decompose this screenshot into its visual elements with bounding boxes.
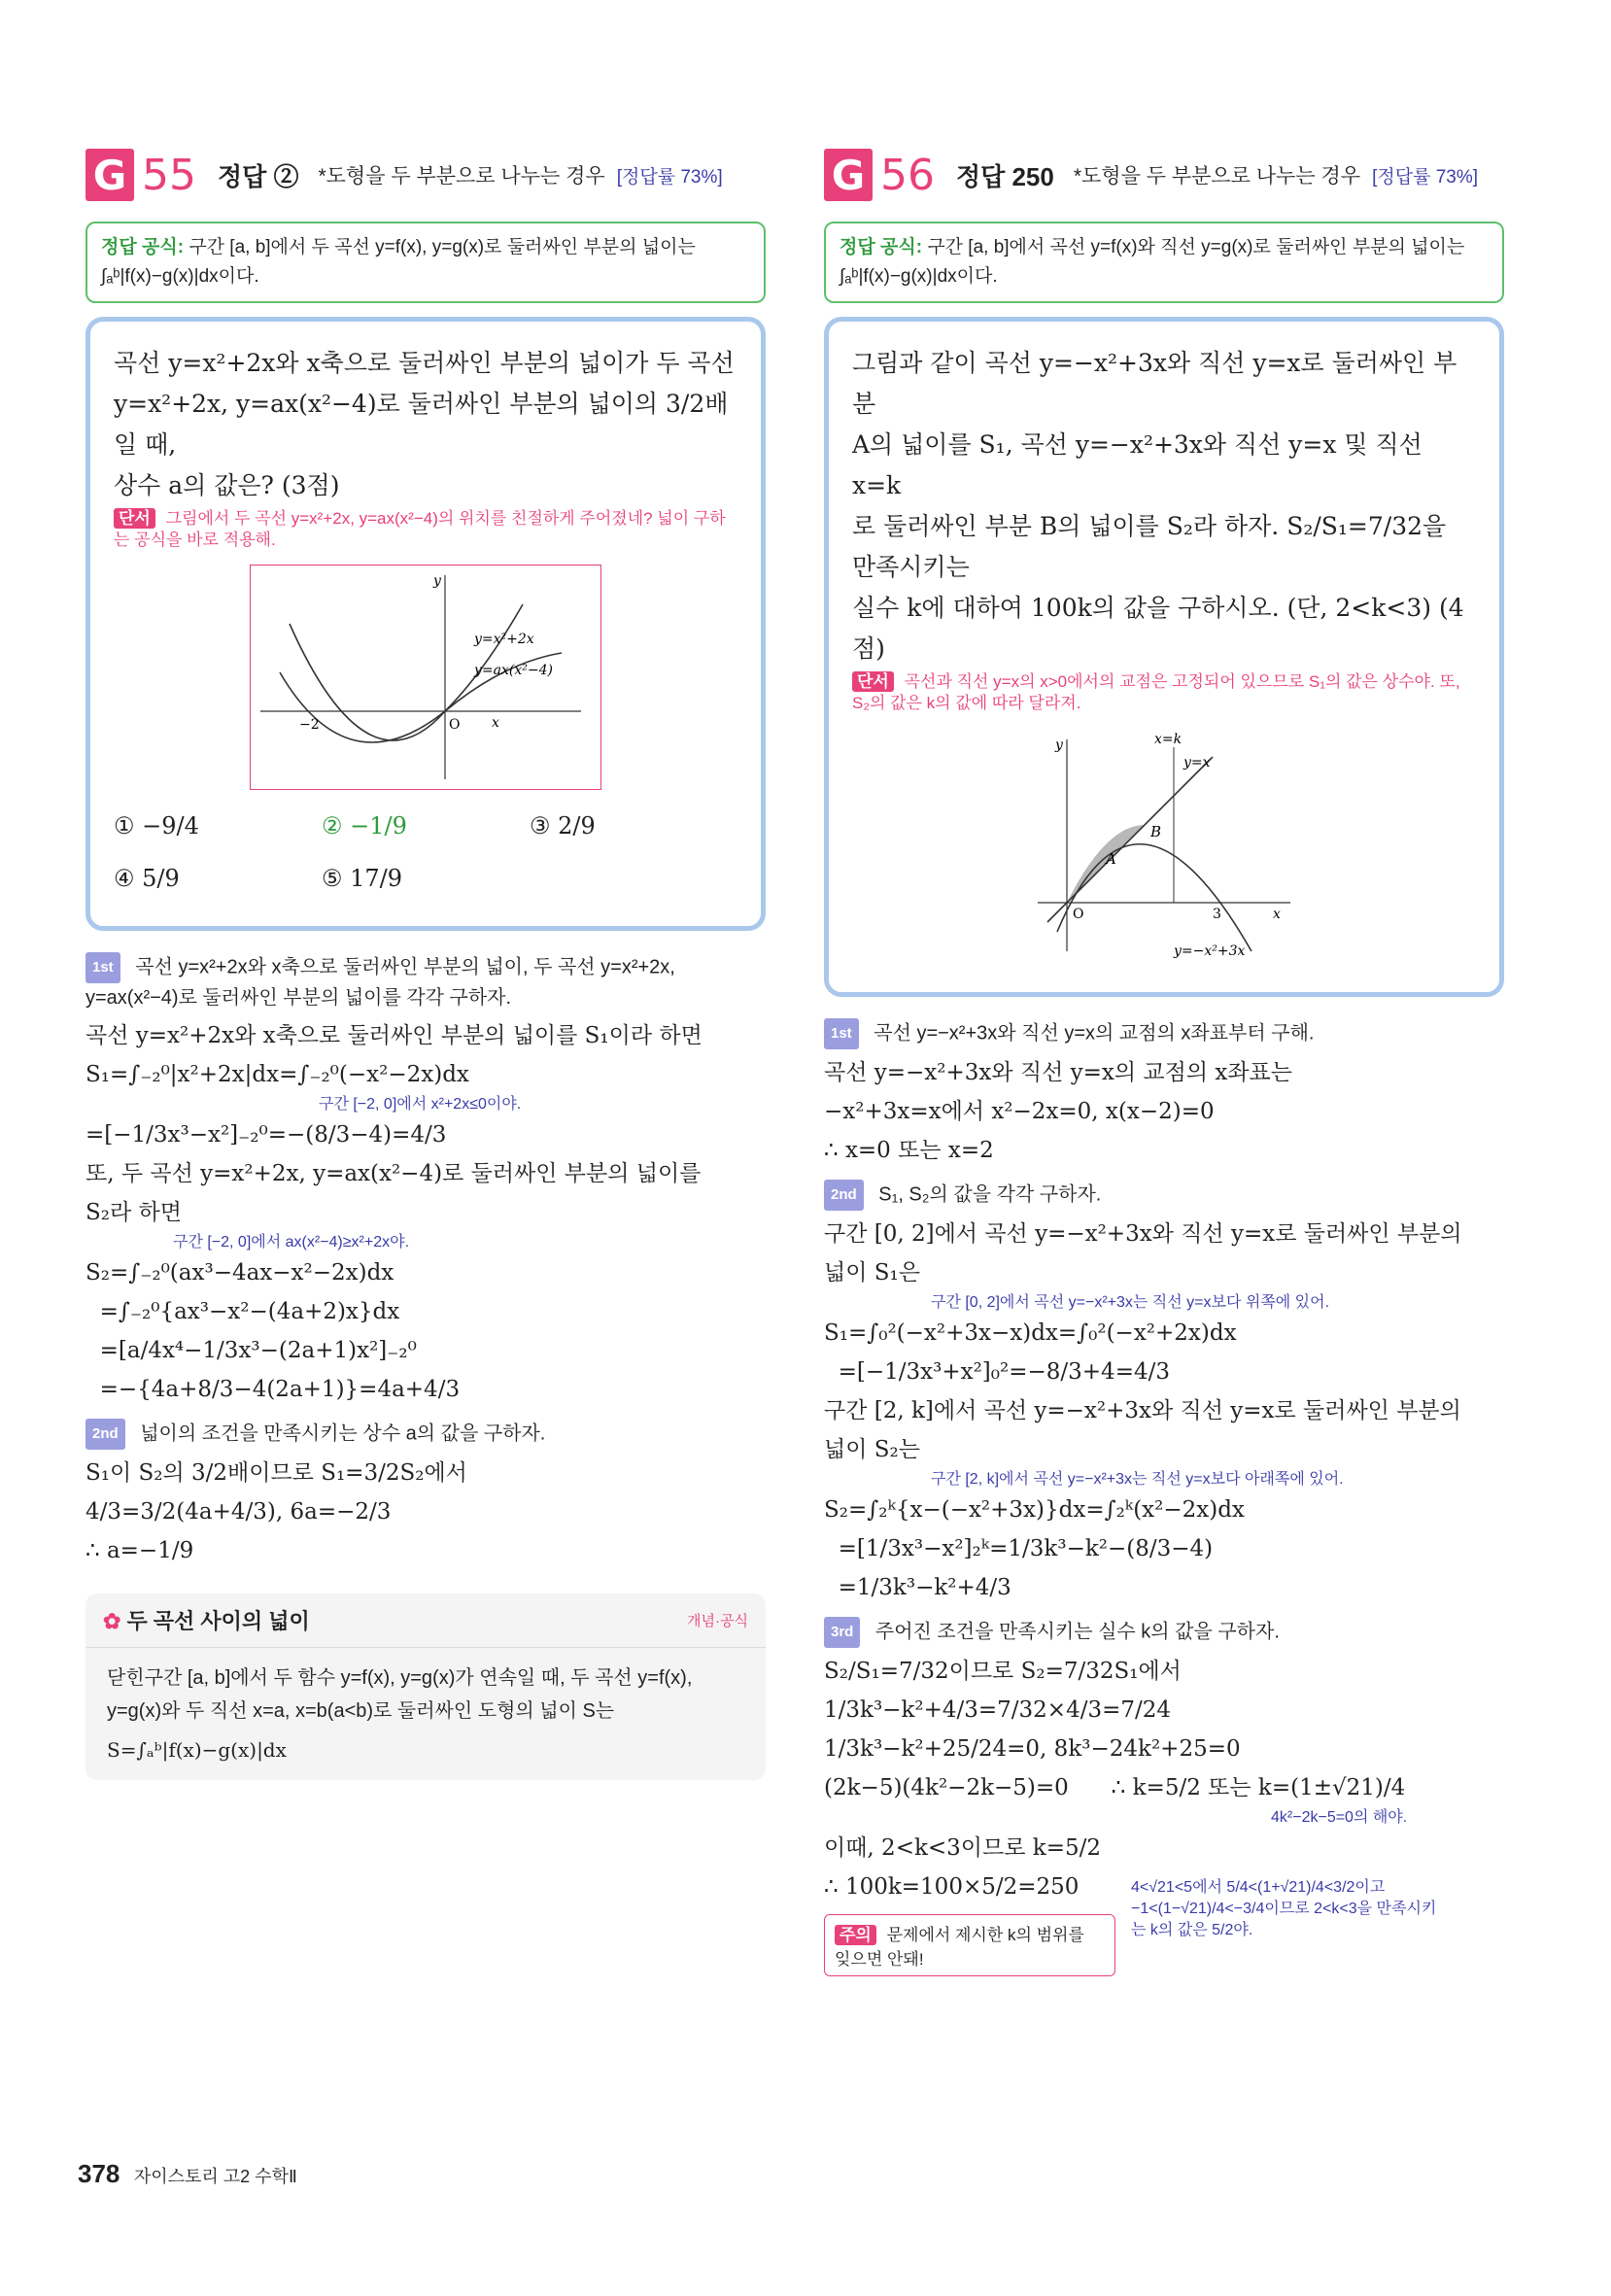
problem-number: 55 (142, 150, 196, 200)
hint-text: 그림에서 두 곡선 y=x²+2x, y=ax(x²−4)의 위치를 친절하게 주어졌네? 넓이 구하는 공식을 바로 적용해. (114, 509, 726, 549)
step-badge: 3rd (824, 1617, 860, 1648)
flower-icon: ✿ (103, 1609, 121, 1633)
step-title: 주어진 조건을 만족시키는 실수 k의 값을 구하자. (874, 1621, 1280, 1643)
problem-56 (824, 146, 1504, 1976)
tick-label-3: 3 (1213, 907, 1221, 922)
step-title: 곡선 y=x²+2x와 x축으로 둘러싸인 부분의 넓이, 두 곡선 y=x²+2x, y=ax(x²−4)로 둘러싸인 부분의 넓이를 각각 구하자. (86, 956, 675, 1009)
solution-text: S₂=∫₋₂⁰(ax³−4ax−x²−2x)dx =∫₋₂⁰{ax³−x²−(4a+2)x}dx =[a/4x⁴−1/3x³−(2a+1)x²]₋₂⁰ =−{4a+8/3−4(2a+1)}=4a+4/3 (86, 1260, 461, 1402)
final-answer-col (824, 1829, 1115, 1976)
graph-55 (250, 565, 601, 790)
step-badge: 2nd (86, 1419, 125, 1450)
solution-text: 구간 [0, 2]에서 곡선 y=−x²+3x와 직선 y=x로 둘러싸인 부분의 넓이 S₁은 (824, 1221, 1462, 1285)
curve-label: y=−x²+3x (1174, 943, 1246, 959)
page-footer (78, 2159, 297, 2189)
graph-56 (1018, 728, 1310, 961)
region-label-b: B (1150, 823, 1162, 840)
solution-text: S₂/S₁=7/32이므로 S₂=7/32S₁에서 1/3k³−k²+4/3=7/32×4/3=7/24 1/3k³−k²+25/24=0, 8k³−24k²+25=0 (2k−5)(4k²−2k−5)=0 ∴ k=5/2 또는 k=(1±√21)/4 (824, 1659, 1406, 1800)
concept-header (86, 1593, 766, 1648)
formula-label: 정답 공식: (840, 237, 923, 257)
solution-step (86, 1419, 766, 1450)
solution-text: S₁=∫₀²(−x²+3x−x)dx=∫₀²(−x²+2x)dx =[−1/3x³+x²]₀²=−8/3+4=4/3 구간 [2, k]에서 곡선 y=−x²+3x와 직선 y=x로 둘러싸인 부분의 넓이 S₂는 (824, 1320, 1461, 1462)
accuracy-rate: [정답률 73%] (1372, 166, 1479, 188)
side-note: 구간 [2, k]에서 곡선 y=−x²+3x는 직선 y=x보다 아래쪽에 있어. (931, 1471, 1344, 1488)
topic-label: *도형을 두 부분으로 나누는 경우 (1073, 165, 1361, 188)
question-line: y=x²+2x, y=ax(x²−4)로 둘러싸인 부분의 넓이의 3/2배일 때, (114, 390, 729, 459)
choice-1[interactable]: ① −9/4 (114, 812, 199, 840)
choice-3[interactable]: ③ 2/9 (530, 812, 596, 840)
tick-label-minus2: −2 (299, 717, 320, 733)
solution-text: S₁이 S₂의 3/2배이므로 S₁=3/2S₂에서 4/3=3/2(4a+4/3), 6a=−2/3 ∴ a=−1/9 (86, 1460, 467, 1563)
caution-text: 문제에서 제시한 k의 범위를 잊으면 안돼! (835, 1926, 1084, 1969)
problem-55 (86, 146, 766, 1780)
side-note: 4<√21<5에서 5/4<(1+√21)/4<3/2이고 −1<(1−√21)/4<−3/4이므로 2<k<3을 만족시키는 k의 값은 5/2야. (1131, 1879, 1437, 1938)
solution-text: 곡선 y=x²+2x와 x축으로 둘러싸인 부분의 넓이를 S₁이라 하면 S₁=∫₋₂⁰|x²+2x|dx=∫₋₂⁰(−x²−2x)dx (86, 1023, 703, 1087)
step-title: S₁, S₂의 값을 각각 구하자. (878, 1183, 1102, 1206)
solution-step (824, 1617, 1504, 1648)
hint-tag: 단서 (114, 508, 155, 529)
answer-label: 정답 250 (956, 161, 1054, 191)
step-badge: 2nd (824, 1180, 864, 1211)
concept-formula: S=∫ₐᵇ|f(x)−g(x)|dx (107, 1738, 287, 1762)
step-badge: 1st (824, 1018, 859, 1049)
solution-text: =[−1/3x³−x²]₋₂⁰=−(8/3−4)=4/3 또, 두 곡선 y=x²+2x, y=ax(x²−4)로 둘러싸인 부분의 넓이를 S₂라 하면 (86, 1122, 702, 1225)
formula-text: 구간 [a, b]에서 곡선 y=f(x)와 직선 y=g(x)로 둘러싸인 부분의 넓이는 ∫ₐᵇ|f(x)−g(x)|dx이다. (840, 237, 1465, 287)
book-title: 자이스토리 고2 수학Ⅱ (133, 2167, 297, 2186)
question-line: 곡선 y=x²+2x와 x축으로 둘러싸인 부분의 넓이가 두 곡선 (114, 349, 735, 377)
origin-label: O (449, 717, 461, 733)
question-line: A의 넓이를 S₁, 곡선 y=−x²+3x와 직선 y=x 및 직선 x=k (852, 430, 1422, 499)
problem-header (86, 146, 766, 204)
solution-step (824, 1018, 1504, 1049)
concept-text: 닫힌구간 [a, b]에서 두 함수 y=f(x), y=g(x)가 연속일 때, 두 곡선 y=f(x), y=g(x)와 두 직선 x=a, x=b(a<b)로 둘러싸인 도형의 넓이 S는 (107, 1667, 693, 1722)
solution-text: S₂=∫₂ᵏ{x−(−x²+3x)}dx=∫₂ᵏ(x²−2x)dx =[1/3x³−x²]₂ᵏ=1/3k³−k²−(8/3−4) =1/3k³−k²+4/3 (824, 1497, 1245, 1600)
g-badge: G (86, 149, 134, 201)
concept-title-wrap (103, 1605, 310, 1635)
curve-parabola (1057, 844, 1251, 951)
topic-label: *도형을 두 부분으로 나누는 경우 (318, 165, 605, 188)
formula-label: 정답 공식: (101, 237, 185, 257)
axis-label-x: x (492, 715, 499, 731)
concept-tag: 개념·공식 (687, 1613, 748, 1629)
side-note: 구간 [−2, 0]에서 ax(x²−4)≥x²+2x야. (173, 1234, 410, 1251)
axis-label-y: y (433, 573, 441, 589)
curve-label-2: y=ax(x²−4) (474, 663, 553, 678)
step-badge: 1st (86, 952, 120, 983)
formula-text: 구간 [a, b]에서 두 곡선 y=f(x), y=g(x)로 둘러싸인 부분의 넓이는 ∫ₐᵇ|f(x)−g(x)|dx이다. (101, 237, 696, 287)
question-line: 그림과 같이 곡선 y=−x²+3x와 직선 y=x로 둘러싸인 부분 (852, 349, 1457, 418)
line-y-eq-x (1047, 757, 1213, 922)
solution-step (86, 952, 766, 1012)
answer-formula-box (86, 222, 766, 303)
answer-choices (114, 800, 737, 905)
question-line: 로 둘러싸인 부분 B의 넓이를 S₂라 하자. S₂/S₁=7/32을 만족시키는 (852, 512, 1447, 581)
accuracy-rate: [정답률 73%] (616, 166, 723, 188)
problem-header (824, 146, 1504, 204)
region-label-a: A (1106, 850, 1116, 868)
caution-note (824, 1914, 1115, 1976)
concept-body (86, 1648, 766, 1780)
problem-number: 56 (880, 150, 935, 200)
axis-label-x: x (1273, 907, 1281, 922)
step-title: 넓이의 조건을 만족시키는 상수 a의 값을 구하자. (140, 1422, 546, 1445)
curve-label-1: y=x²+2x (474, 632, 534, 647)
page-number: 378 (78, 2159, 120, 2188)
hint-tag: 단서 (852, 671, 894, 692)
side-note: 구간 [−2, 0]에서 x²+2x≤0이야. (319, 1096, 522, 1113)
answer-formula-box (824, 222, 1504, 303)
final-answer-row (824, 1829, 1504, 1976)
caution-tag: 주의 (835, 1925, 876, 1945)
line-label-yx: y=x (1183, 755, 1211, 771)
choice-4[interactable]: ④ 5/9 (114, 865, 180, 892)
solution-text: 곡선 y=−x²+3x와 직선 y=x의 교점의 x좌표는 −x²+3x=x에서 x²−2x=0, x(x−2)=0 ∴ x=0 또는 x=2 (824, 1060, 1292, 1163)
line-label-xk: x=k (1154, 732, 1183, 747)
solution-text: 이때, 2<k<3이므로 k=5/2 ∴ 100k=100×5/2=250 (824, 1835, 1101, 1900)
concept-box (86, 1593, 766, 1780)
hint-text: 곡선과 직선 y=x의 x>0에서의 교점은 고정되어 있으므로 S₁의 값은 상수야. 또, S₂의 값은 k의 값에 따라 달라져. (852, 672, 1460, 712)
question-box (86, 317, 766, 931)
origin-label: O (1073, 907, 1084, 922)
side-note: 구간 [0, 2]에서 곡선 y=−x²+3x는 직선 y=x보다 위쪽에 있어. (931, 1294, 1330, 1311)
g-badge: G (824, 149, 873, 201)
solution-step (824, 1180, 1504, 1211)
side-note: 4k²−2k−5=0의 해야. (1271, 1809, 1408, 1826)
answer-label: 정답 ② (218, 161, 299, 191)
concept-title: 두 곡선 사이의 넓이 (126, 1609, 310, 1633)
hint-note (852, 671, 1476, 714)
choice-5[interactable]: ⑤ 17/9 (322, 865, 403, 892)
choice-2[interactable]: ② −1/9 (322, 812, 407, 840)
axis-label-y: y (1055, 737, 1063, 753)
hint-note (114, 508, 737, 551)
question-line: 상수 a의 값은? (3점) (114, 471, 340, 499)
question-box (824, 317, 1504, 997)
step-title: 곡선 y=−x²+3x와 직선 y=x의 교점의 x좌표부터 구해. (874, 1022, 1315, 1045)
question-line: 실수 k에 대하여 100k의 값을 구하시오. (단, 2<k<3) (4점) (852, 594, 1464, 663)
